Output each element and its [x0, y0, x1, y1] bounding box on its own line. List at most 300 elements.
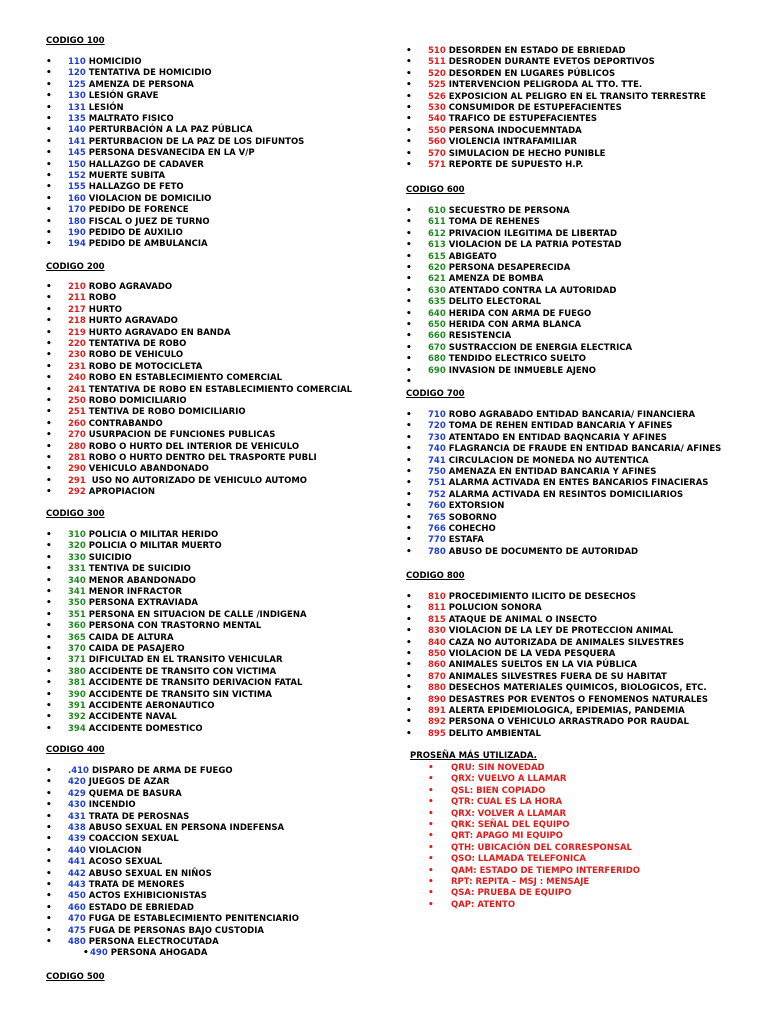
bullet-icon: • [406, 148, 412, 159]
item-text: PERSONA O VEHICULO ARRASTRADO POR RAUDAL [448, 717, 689, 728]
item-code: 525 [428, 80, 446, 91]
bullet-icon: • [428, 774, 434, 785]
item-code: 530 [428, 103, 446, 113]
bullet-icon: • [46, 880, 52, 890]
list-item [68, 487, 155, 498]
item-code: 135 [68, 114, 86, 124]
item-code: 811 [428, 603, 446, 614]
list-item [68, 228, 183, 239]
item-text: ACCIDENTE DE TRANSITO CON VICTIMA [88, 666, 277, 677]
item-text: CONTRABANDO [88, 418, 163, 429]
list-item [428, 263, 570, 274]
bullet-icon: • [406, 467, 412, 477]
item-text: ATENTADO EN ENTIDAD BAQNCARIA Y AFINES [448, 432, 667, 443]
list-item [428, 456, 649, 467]
item-code: 217 [68, 304, 86, 315]
prosena-heading: PROSEÑA MÁS UTILIZADA. [410, 751, 537, 761]
bullet-icon: • [406, 603, 412, 614]
item-code: 810 [428, 592, 446, 602]
bullet-icon: • [46, 766, 52, 776]
item-code: 140 [68, 125, 86, 136]
item-code: 612 [428, 228, 446, 239]
item-code: 219 [68, 327, 86, 338]
item-code: 231 [68, 361, 86, 372]
bullet-icon: • [428, 888, 434, 899]
item-code: 670 [428, 342, 446, 353]
bullet-icon: • [428, 865, 434, 876]
list-item [428, 274, 543, 285]
list-item [428, 206, 570, 217]
item-text: PERSONA ELECTROCUTADA [88, 937, 219, 947]
item-code: 120 [68, 68, 86, 79]
item-text: PEDIDO DE AMBULANCIA [88, 239, 208, 250]
bullet-icon: • [46, 464, 52, 475]
list-item [428, 366, 596, 377]
bullet-icon: • [428, 854, 434, 865]
item-code: 550 [428, 125, 446, 136]
item-text: ATENTADO CONTRA LA AUTORIDAD [448, 285, 617, 296]
list-item [428, 309, 591, 320]
bullet-icon: • [406, 285, 412, 296]
list-item [68, 239, 208, 250]
bullet-icon: • [46, 632, 52, 643]
prosena-item: QRT: APAGO MI EQUIPO [451, 831, 563, 842]
section-heading: CODIGO 700 [406, 389, 465, 399]
list-item [428, 297, 541, 308]
list-item [428, 240, 622, 251]
bullet-icon: • [406, 614, 412, 625]
item-text: ROBO O HURTO DEL INTERIOR DE VEHICULO [88, 441, 300, 452]
item-text: PERSONA DESAPERECIDA [448, 263, 571, 273]
bullet-icon: • [83, 948, 89, 959]
item-text: ROBO AGRABADO ENTIDAD BANCARIA/ FINANCIERA [448, 410, 696, 420]
bullet-icon: • [406, 263, 412, 273]
item-code: 611 [428, 217, 446, 228]
bullet-icon: • [46, 857, 52, 868]
item-code: 429 [68, 788, 86, 799]
bullet-icon: • [46, 587, 52, 597]
item-text: REPORTE DE SUPUESTO H.P. [448, 160, 584, 170]
bullet-icon: • [46, 723, 52, 734]
item-code: 490 [90, 948, 108, 959]
item-code: 390 [68, 689, 86, 700]
item-code: 160 [68, 193, 86, 204]
bullet-icon: • [406, 46, 412, 56]
bullet-icon: • [46, 598, 52, 609]
item-text: ATAQUE DE ANIMAL O INSECTO [448, 614, 598, 625]
item-code: 155 [68, 182, 86, 193]
bullet-icon: • [46, 361, 52, 372]
item-text: COACCION SEXUAL [88, 834, 179, 845]
bullet-icon: • [406, 342, 412, 353]
bullet-icon: • [46, 68, 52, 79]
item-text: VEHICULO ABANDONADO [88, 464, 209, 475]
item-text: ANIMALES SUELTOS EN LA VIA PÚBLICA [448, 660, 638, 671]
bullet-icon: • [406, 410, 412, 420]
list-item [68, 407, 246, 418]
bullet-icon: • [46, 575, 52, 586]
bullet-icon: • [406, 206, 412, 216]
item-code: 840 [428, 637, 446, 648]
bullet-icon: • [46, 350, 52, 361]
bullet-icon: • [46, 937, 52, 947]
item-text: ROBO O HURTO DENTRO DEL TRASPORTE PUBLI [88, 453, 317, 463]
bullet-icon: • [406, 365, 412, 376]
bullet-icon: • [406, 535, 412, 546]
bullet-icon: • [46, 845, 52, 856]
item-text: PRIVACION ILEGITIMA DE LIBERTAD [448, 228, 618, 239]
list-item [68, 678, 302, 689]
item-text: SECUESTRO DE PERSONA [448, 206, 570, 216]
section-heading: CODIGO 400 [46, 745, 105, 755]
item-code: 815 [428, 614, 446, 625]
list-item [428, 343, 632, 354]
item-text: LESIÓN [88, 102, 124, 113]
list-item [90, 948, 207, 959]
list-item [428, 444, 721, 455]
list-item [68, 148, 255, 159]
item-text: COHECHO [448, 524, 496, 534]
item-text: POLUCION SONORA [448, 603, 542, 614]
list-item [428, 626, 673, 637]
list-item [68, 937, 219, 948]
item-code: 460 [68, 902, 86, 913]
item-code: 431 [68, 811, 86, 822]
list-item [68, 305, 122, 316]
item-text: JUEGOS DE AZAR [88, 777, 170, 788]
list-item [68, 103, 124, 114]
bullet-icon: • [406, 444, 412, 455]
bullet-icon: • [46, 441, 52, 452]
list-item [68, 396, 187, 407]
bullet-icon: • [46, 193, 52, 204]
bullet-icon: • [46, 384, 52, 395]
item-code: 381 [68, 678, 86, 689]
item-text: ACCIDENTE NAVAL [88, 712, 177, 723]
item-text: DELITO ELECTORAL [448, 297, 542, 308]
bullet-icon: • [406, 251, 412, 262]
item-code: 850 [428, 649, 446, 659]
list-item [68, 339, 186, 350]
bullet-icon: • [406, 592, 412, 602]
bullet-icon: • [46, 712, 52, 723]
list-item [68, 282, 172, 293]
bullet-icon: • [406, 501, 412, 512]
item-text: TENTATIVA DE HOMICIDIO [88, 68, 212, 79]
list-item [68, 724, 203, 735]
item-text: HURTO AGRAVADO [88, 316, 178, 327]
item-code: 351 [68, 609, 86, 620]
bullet-icon: • [46, 621, 52, 632]
item-text: AMENAZA EN ENTIDAD BANCARIA Y AFINES [448, 467, 657, 477]
bullet-icon: • [428, 797, 434, 808]
section-heading: CODIGO 600 [406, 185, 465, 195]
item-text: TENTIVA DE ROBO DOMICILIARIO [88, 407, 246, 418]
list-item [68, 419, 163, 430]
item-code: 291 [68, 475, 86, 486]
item-code: 370 [68, 644, 86, 654]
list-item [68, 800, 136, 811]
item-code: 660 [428, 331, 446, 342]
item-code: 170 [68, 205, 86, 216]
item-text: CIRCULACION DE MONEDA NO AUTENTICA [448, 455, 649, 466]
list-item [428, 592, 636, 603]
item-text: DESORDEN EN ESTADO DE EBRIEDAD [448, 46, 626, 56]
item-text: HERIDA CON ARMA DE FUEGO [448, 308, 592, 319]
bullet-icon: • [46, 136, 52, 147]
item-code: 152 [68, 171, 86, 181]
list-item [68, 80, 194, 91]
bullet-icon: • [46, 205, 52, 216]
item-code: 131 [68, 102, 86, 113]
item-text: PERSONA CON TRASTORNO MENTAL [88, 621, 262, 632]
list-item [68, 598, 198, 609]
item-text: TOMA DE REHENES [448, 217, 540, 228]
bullet-icon: • [406, 421, 412, 432]
item-code: 270 [68, 430, 86, 441]
bullet-icon: • [46, 182, 52, 193]
item-text: AMENZA DE BOMBA [448, 274, 544, 285]
item-text: FLAGRANCIA DE FRAUDE EN ENTIDAD BANCARIA/ AFINES [448, 444, 722, 455]
item-text: HALLAZGO DE CADAVER [88, 159, 204, 170]
item-text: CAIDA DE ALTURA [88, 632, 174, 643]
bullet-icon: • [428, 899, 434, 910]
list-item [68, 812, 189, 823]
bullet-icon: • [406, 91, 412, 102]
bullet-icon: • [46, 925, 52, 936]
list-item [68, 171, 165, 182]
bullet-icon: • [46, 228, 52, 238]
list-item [428, 149, 605, 160]
bullet-icon: • [46, 530, 52, 540]
item-text: ALARMA ACTIVADA EN ENTES BANCARIOS FINACIERAS [448, 478, 709, 489]
bullet-icon: • [406, 137, 412, 148]
list-item [428, 649, 615, 660]
bullet-icon: • [428, 785, 434, 796]
list-item [68, 667, 276, 678]
list-item [68, 789, 182, 800]
list-item [68, 880, 185, 891]
item-code: 740 [428, 444, 446, 455]
list-item [428, 103, 622, 114]
bullet-icon: • [46, 339, 52, 349]
bullet-icon: • [428, 808, 434, 819]
list-item [68, 476, 307, 487]
bullet-icon: • [46, 396, 52, 406]
list-item [428, 683, 707, 694]
item-text: TENTATIVA DE ROBO [88, 339, 187, 349]
item-code: 730 [428, 432, 446, 443]
list-item [68, 160, 204, 171]
list-item [68, 846, 141, 857]
item-text: DESECHOS MATERIALES QUIMICOS, BIOLOGICOS, ETC. [448, 683, 707, 694]
bullet-icon: • [46, 418, 52, 429]
item-code: 891 [428, 706, 446, 716]
item-code: 766 [428, 524, 446, 534]
bullet-icon: • [406, 649, 412, 659]
item-code: 380 [68, 666, 86, 677]
bullet-icon: • [406, 354, 412, 365]
bullet-icon: • [46, 148, 52, 159]
bullet-icon: • [406, 240, 412, 251]
bullet-icon: • [46, 541, 52, 552]
item-text: HURTO AGRAVADO EN BANDA [88, 327, 231, 338]
item-text: DISPARO DE ARMA DE FUEGO [91, 766, 233, 776]
item-code: 341 [68, 587, 86, 597]
item-text: INCENDIO [88, 800, 136, 811]
bullet-icon: • [428, 842, 434, 853]
bullet-icon: • [46, 564, 52, 575]
item-code: 475 [68, 925, 86, 936]
item-code: 760 [428, 501, 446, 512]
list-item [68, 430, 275, 441]
list-item [68, 553, 132, 564]
item-text: VIOLACION DE LA LEY DE PROTECCION ANIMAL [448, 626, 674, 637]
item-code: 241 [68, 384, 86, 395]
section-heading: CODIGO 300 [46, 509, 105, 519]
list-item [428, 126, 582, 137]
bullet-icon: • [428, 877, 434, 887]
section-heading: CODIGO 100 [46, 36, 105, 46]
list-item [68, 91, 158, 102]
item-code: 220 [68, 339, 86, 349]
item-text: ABUSO SEXUAL EN NIÑOS [88, 868, 212, 879]
item-text: ROBO DE MOTOCICLETA [88, 361, 203, 372]
item-text: PROCEDIMIENTO ILICITO DE DESECHOS [448, 592, 636, 602]
list-item [428, 706, 685, 717]
item-code: 751 [428, 478, 446, 489]
item-text: PERTURBACION DE LA PAZ DE LOS DIFUNTOS [88, 136, 305, 147]
item-code: 210 [68, 282, 86, 292]
bullet-icon: • [406, 546, 412, 557]
bullet-icon: • [46, 79, 52, 90]
section-heading: CODIGO 200 [46, 262, 105, 272]
list-item [68, 891, 207, 902]
item-code: 613 [428, 240, 446, 251]
list-item [68, 587, 182, 598]
bullet-icon: • [46, 487, 52, 498]
item-code: 130 [68, 91, 86, 102]
bullet-icon: • [406, 228, 412, 239]
item-text: MUERTE SUBITA [88, 171, 166, 181]
list-item [68, 217, 210, 228]
bullet-icon: • [406, 432, 412, 443]
list-item [68, 293, 116, 304]
bullet-icon: • [46, 57, 52, 67]
item-text: PERSONA INDOCUEMNTADA [448, 125, 582, 136]
list-item [428, 660, 637, 671]
item-code: 180 [68, 216, 86, 227]
item-code: 560 [428, 137, 446, 148]
bullet-icon: • [406, 320, 412, 330]
prosena-item: QSL: BIEN COPIADO [451, 785, 546, 796]
item-code: 720 [428, 421, 446, 432]
item-code: 443 [68, 880, 86, 890]
bullet-icon: • [46, 475, 52, 486]
list-item [428, 46, 626, 57]
item-code: 240 [68, 373, 86, 384]
bullet-icon: • [46, 239, 52, 250]
item-code: 141 [68, 136, 86, 147]
item-code: 331 [68, 564, 86, 575]
list-item [68, 857, 162, 868]
item-text: VIOLACION DE LA PATRIA POTESTAD [448, 240, 622, 251]
list-item [68, 194, 211, 205]
list-item [68, 137, 304, 148]
item-text: SUSTRACCION DE ENERGIA ELECTRICA [448, 342, 633, 353]
item-code: 830 [428, 626, 446, 637]
list-item [428, 535, 484, 546]
item-code: 890 [428, 694, 446, 705]
item-code: 511 [428, 57, 446, 68]
item-text: DESRODEN DURANTE EVETOS DEPORTIVOS [448, 57, 655, 68]
list-item [68, 869, 212, 880]
prosena-item: QRU: SIN NOVEDAD [451, 763, 545, 773]
bullet-icon: • [46, 701, 52, 711]
list-item [428, 729, 541, 740]
item-code: 430 [68, 800, 86, 811]
list-item [428, 672, 667, 683]
item-code: 330 [68, 552, 86, 563]
bullet-icon: • [46, 800, 52, 811]
item-text: DIFICULTAD EN EL TRANSITO VEHICULAR [88, 655, 283, 666]
item-text: CAZA NO AUTORIZADA DE ANIMALES SILVESTRES [448, 637, 685, 648]
bullet-icon: • [406, 331, 412, 342]
item-text: PERSONA EXTRAVIADA [88, 598, 198, 609]
item-code: 310 [68, 530, 86, 540]
bullet-icon: • [406, 683, 412, 694]
item-text: DELITO AMBIENTAL [448, 728, 541, 739]
bullet-icon: • [406, 103, 412, 113]
list-item [68, 823, 284, 834]
item-code: 439 [68, 834, 86, 845]
list-item [428, 331, 511, 342]
list-item [68, 464, 209, 475]
list-item [428, 217, 540, 228]
bullet-icon: • [46, 282, 52, 292]
item-text: MALTRATO FISICO [88, 114, 174, 124]
item-text: ANIMALES SILVESTRES FUERA DE SU HABITAT [448, 671, 667, 682]
bullet-icon: • [406, 114, 412, 125]
list-item [428, 717, 689, 728]
bullet-icon: • [46, 914, 52, 925]
item-text: ACOSO SEXUAL [88, 857, 163, 868]
item-text: PERSONA EN SITUACION DE CALLE /INDIGENA [88, 609, 307, 620]
item-text: PEDIDO DE FORENCE [88, 205, 189, 216]
item-text: SUICIDIO [88, 552, 132, 563]
list-item [68, 655, 283, 666]
bullet-icon: • [406, 217, 412, 228]
item-code: 280 [68, 441, 86, 452]
item-code: 290 [68, 464, 86, 475]
item-code: 190 [68, 228, 86, 238]
item-code: .410 [68, 766, 89, 776]
item-text: TENTATIVA DE ROBO EN ESTABLECIMIENTO COMERCIAL [88, 384, 353, 395]
list-item [68, 914, 299, 925]
item-text: ACCIDENTE DE TRANSITO SIN VICTIMA [88, 689, 272, 700]
list-item [68, 644, 185, 655]
item-text: MENOR ABANDONADO [88, 575, 196, 586]
bullet-icon: • [406, 377, 412, 387]
list-item [428, 638, 684, 649]
item-text: CAIDA DE PASAJERO [88, 644, 185, 654]
item-code: 520 [428, 68, 446, 79]
bullet-icon: • [406, 274, 412, 285]
list-item [68, 530, 218, 541]
item-text: MENOR INFRACTOR [88, 587, 182, 597]
item-text: POLICIA O MILITAR MUERTO [88, 541, 222, 552]
bullet-icon: • [406, 626, 412, 637]
